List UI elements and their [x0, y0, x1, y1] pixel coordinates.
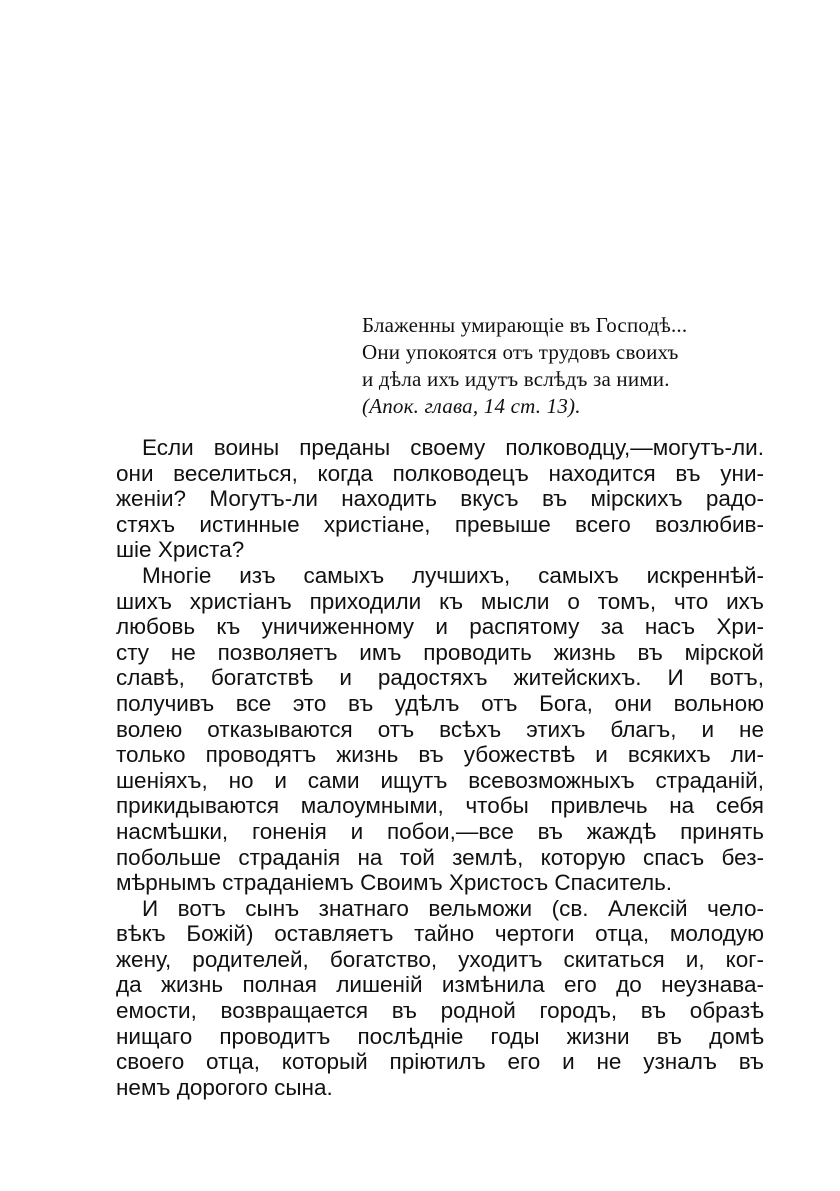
text-line: побольше страданія на той землѣ, которую спасъ без- — [116, 844, 764, 870]
text-line: емости, возвращается въ родной городъ, въ образѣ — [116, 998, 764, 1024]
text-line: да жизнь полная лишеній измѣнила его до неузнава- — [116, 972, 764, 998]
text-line: своего отца, который пріютилъ его и не узналъ въ — [116, 1049, 764, 1075]
text-line: нищаго проводитъ послѣдніе годы жизни въ домѣ — [116, 1023, 764, 1049]
text-line: только проводятъ жизнь въ убожествѣ и всякихъ ли- — [116, 742, 764, 768]
epigraph-source: (Апок. глава, 14 ст. 13). — [362, 394, 581, 418]
epigraph-line: и дѣла ихъ идутъ вслѣдъ за ними. — [362, 367, 670, 391]
text-line: любовь къ уничиженному и распятому за насъ Хри- — [116, 614, 764, 640]
paragraph-2 — [116, 563, 764, 896]
text-line: жену, родителей, богатство, уходитъ скитаться и, ког- — [116, 946, 764, 972]
text-line: вѣкъ Божій) оставляетъ тайно чертоги отца, молодую — [116, 921, 764, 947]
text-line: шіе Христа? — [116, 537, 245, 563]
text-line: немъ дорогого сына. — [116, 1074, 333, 1100]
epigraph — [362, 312, 762, 420]
epigraph-line: Они упокоятся отъ трудовъ своихъ — [362, 340, 679, 364]
text-line: шеніяхъ, но и сами ищутъ всевозможныхъ страданій, — [116, 767, 764, 793]
text-line: волею отказываются отъ всѣхъ этихъ благъ, и не — [116, 716, 764, 742]
text-line: славѣ, богатствѣ и радостяхъ житейскихъ. И вотъ, — [116, 665, 764, 691]
text-line: сту не позволяетъ имъ проводить жизнь въ мірской — [116, 639, 764, 665]
text-line: Многіе изъ самыхъ лучшихъ, самыхъ искреннѣй- — [142, 562, 764, 588]
text-line: получивъ все это въ удѣлъ отъ Бога, они вольною — [116, 690, 764, 716]
text-line: мѣрнымъ страданіемъ Своимъ Христосъ Спаситель. — [116, 870, 673, 896]
text-line: они веселиться, когда полководецъ находится въ уни- — [116, 460, 764, 486]
text-line: насмѣшки, гоненія и побои,—все въ жаждѣ принять — [116, 818, 764, 844]
text-line: стяхъ истинные христіане, превыше всего возлюбив- — [116, 511, 764, 537]
text-line: женіи? Могутъ-ли находить вкусъ въ мірскихъ радо- — [116, 486, 764, 512]
paragraph-1 — [116, 435, 764, 563]
text-line: шихъ христіанъ приходили къ мысли о томъ, что ихъ — [116, 588, 764, 614]
epigraph-line: Блаженны умирающіе въ Господѣ... — [362, 313, 688, 337]
text-line: Если воины преданы своему полководцу,—могутъ-ли. — [142, 435, 764, 460]
body-text — [116, 435, 764, 1100]
text-line: прикидываются малоумными, чтобы привлечь на себя — [116, 793, 764, 819]
text-line: И вотъ сынъ знатнаго вельможи (св. Алексій чело- — [142, 895, 764, 921]
paragraph-3 — [116, 896, 764, 1101]
